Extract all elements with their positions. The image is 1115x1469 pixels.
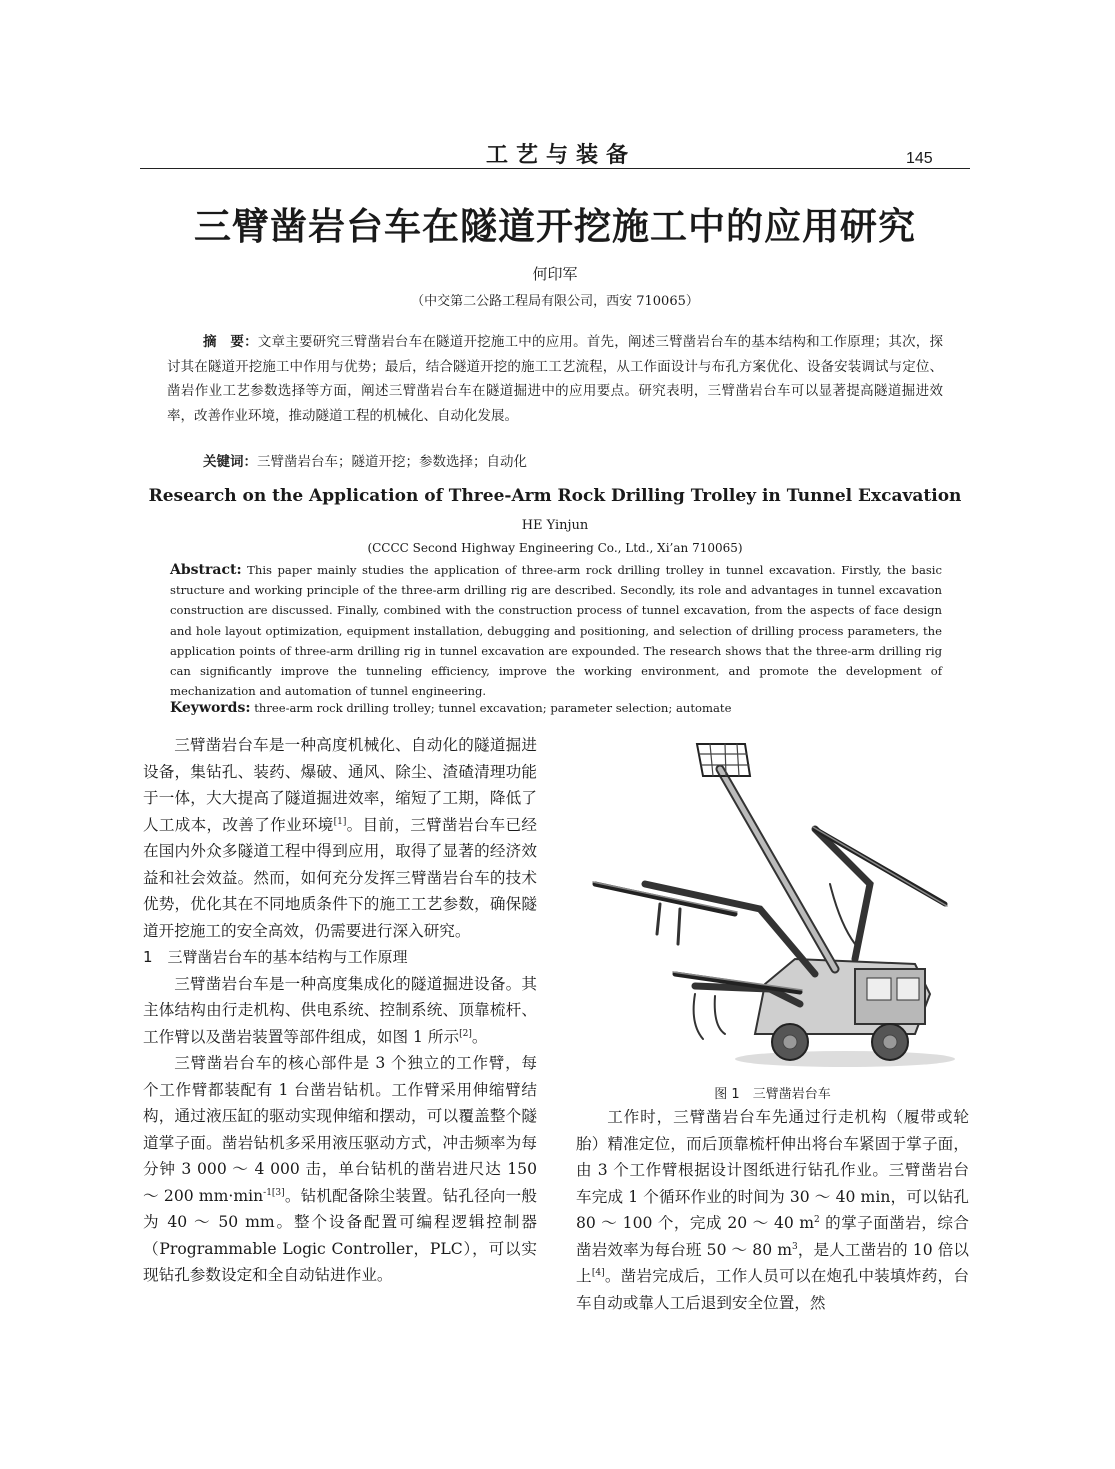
keywords-en — [170, 700, 942, 716]
keywords-cn-text: 三臂凿岩台车；隧道开挖；参数选择；自动化 — [257, 454, 527, 470]
figure-caption: 图 1 三臂凿岩台车 — [714, 1087, 831, 1102]
body-left-column — [143, 732, 537, 1289]
body-paragraph: 工作时，三臂凿岩台车先通过行走机构（履带或轮胎）精准定位，而后顶靠梳杆伸出将台车紧固于掌子面，由 3 个工作臂根据设计图纸进行钻孔作业。三臂凿岩台车完成 1 个循环作业的时间为 30 ～ 40 min，可以钻孔 80 ～ 100 个，完成 20 ～ 40 $m^2$ 的掌子面凿岩，综合凿岩效率为每台班 50 ～ 80 $m^3$，是人工凿岩的 10 倍以上[4]。凿岩完成后，工作人员可以在炮孔中装填炸药，台车自动或靠人工后退到安全位置，然 — [576, 1108, 969, 1312]
abstract-cn — [167, 330, 943, 428]
author-en: HE Yinjun — [521, 518, 589, 533]
citation: [2] — [459, 1028, 472, 1039]
abstract-cn-text: 文章主要研究三臂凿岩台车在隧道开挖施工中的应用。首先，阐述三臂凿岩台车的基本结构和工作原理；其次，探讨其在隧道开挖施工中作用与优势；最后，结合隧道开挖的施工工艺流程，从工作面设计与布孔方案优化、设备安装调试与定位、凿岩作业工艺参数选择等方面，阐述三臂凿岩台车在隧道掘进中的应用要点。研究表明，三臂凿岩台车可以显著提高隧道掘进效率，改善作业环境，推动隧道工程的机械化、自动化发展。 — [167, 334, 944, 424]
keywords-cn-label: 关键词： — [203, 454, 257, 470]
figure-drilling-rig — [585, 734, 955, 1074]
section-heading-1: 1 三臂凿岩台车的基本结构与工作原理 — [143, 948, 408, 966]
drilling-rig-illustration — [585, 734, 955, 1074]
keywords-cn — [203, 450, 943, 470]
paper-title-cn: 三臂凿岩台车在隧道开挖施工中的应用研究 — [194, 204, 916, 248]
affiliation-en: (CCCC Second Highway Engineering Co., Ltd., Xi’an 710065) — [367, 541, 743, 555]
affiliation-cn: （中交第二公路工程局有限公司，西安 710065） — [411, 294, 699, 309]
abstract-en — [170, 560, 942, 701]
keywords-en-label: Keywords: — [170, 700, 251, 716]
paper-title-en: Research on the Application of Three-Arm Rock Drilling Trolley in Tunnel Excavation — [148, 486, 962, 506]
citation: [4] — [591, 1267, 605, 1278]
author-cn: 何印军 — [532, 265, 578, 283]
abstract-en-text: This paper mainly studies the application of three-arm rock drilling trolley in tunnel excavation. Firstly, the basic structure and working principle of the three-arm drilling rig are described. Secondly, its role and advantages in tunnel excavation construction are discussed. Finally, combined with the construction process of tunnel excavation, from the aspects of face design and hole layout optimization, equipment installation, debugging and positioning, and selection of drilling process parameters, the application points of three-arm drilling rig in tunnel excavation are expounded. The research shows that the three-arm drilling rig can significantly improve the tunneling efficiency, improve the working environment, and promote the development of mechanization and automation of tunnel engineering. — [170, 563, 943, 699]
header-rule — [140, 168, 970, 169]
citation: [1] — [333, 816, 347, 827]
page-number: 145 — [906, 150, 933, 167]
abstract-en-label: Abstract: — [170, 562, 242, 578]
superscript: 2 — [814, 1214, 820, 1225]
keywords-en-text: three-arm rock drilling trolley; tunnel excavation; parameter selection; automate — [254, 701, 732, 715]
journal-section-header: 工艺与装备 — [485, 142, 636, 168]
body-paragraph: 三臂凿岩台车是一种高度机械化、自动化的隧道掘进设备，集钻孔、装药、爆破、通风、除尘、渣碴清理功能于一体，大大提高了隧道掘进效率，缩短了工期，降低了人工成本，改善了作业环境[1]。目前，三臂凿岩台车已经在国内外众多隧道工程中得到应用，取得了显著的经济效益和社会效益。然而，如何充分发挥三臂凿岩台车的技术优势，优化其在不同地质条件下的施工工艺参数，确保隧道开挖施工的安全高效，仍需要进行深入研究。 — [143, 736, 537, 940]
body-paragraph: 三臂凿岩台车的核心部件是 3 个独立的工作臂，每个工作臂都装配有 1 台凿岩钻机。工作臂采用伸缩臂结构，通过液压缸的驱动实现伸缩和摆动，可以覆盖整个隧道掌子面。凿岩钻机多采用液压驱动方式，冲击频率为每分钟 3 000 ～ 4 000 击，单台钻机的凿岩进尺达 150 ～ 200 $mm\cdot\min^{-1[3]}$。钻机配备除尘装置。钻孔径向一般为 40 ～ 50 mm。整个设备配置可编程逻辑控制器（Programmable Logic Controller，PLC），可以实现钻孔参数设定和全自动钻进作业。 — [143, 1054, 537, 1284]
citation: -1[3] — [263, 1187, 285, 1198]
body-right-column — [576, 1104, 969, 1316]
abstract-cn-label: 摘 要： — [203, 334, 258, 350]
body-paragraph: 三臂凿岩台车是一种高度集成化的隧道掘进设备。其主体结构由行走机构、供电系统、控制系统、顶靠梳杆、工作臂以及凿岩装置等部件组成，如图 1 所示[2]。 — [143, 974, 537, 1046]
superscript: 3 — [792, 1241, 798, 1252]
